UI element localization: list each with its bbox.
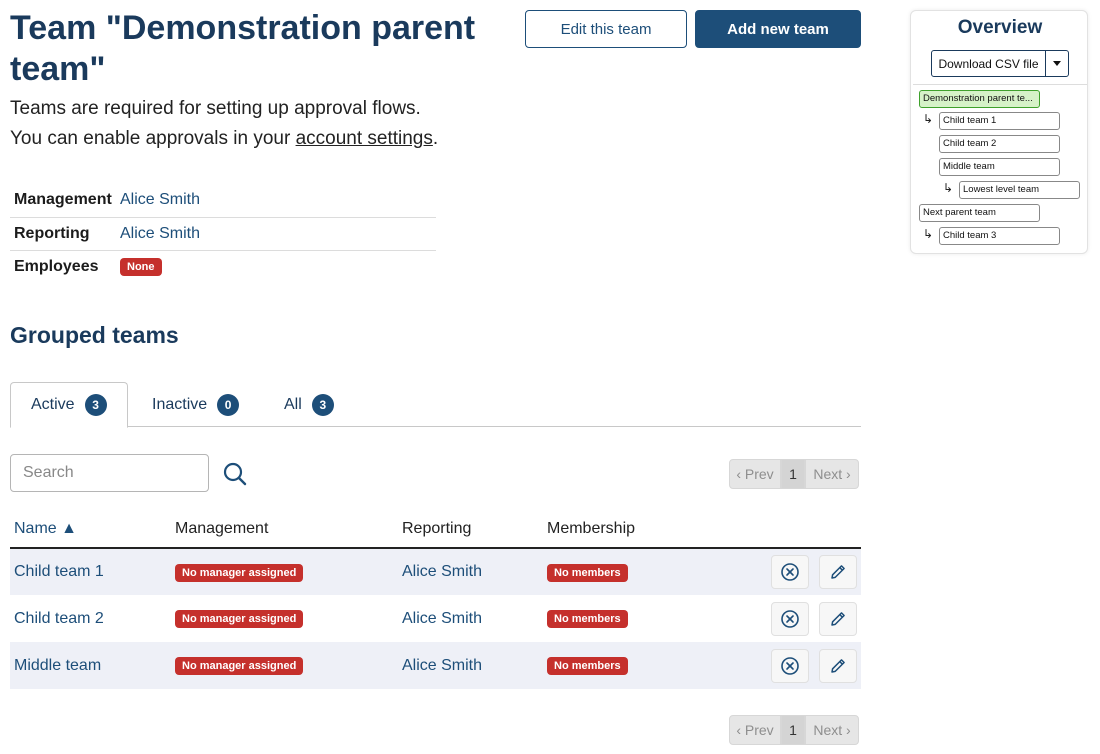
circle-x-icon <box>780 562 800 582</box>
employees-badge: None <box>120 258 162 276</box>
tab-active[interactable] <box>10 382 128 428</box>
employees-row <box>10 250 436 283</box>
next-page-button[interactable]: Next › <box>805 459 859 489</box>
row-management-cell <box>171 595 398 642</box>
tab-active-count: 3 <box>85 394 107 416</box>
row-membership-cell <box>543 642 743 689</box>
pencil-icon <box>828 562 848 582</box>
table-row <box>10 642 861 689</box>
tab-inactive-count: 0 <box>217 394 239 416</box>
row-actions-cell <box>743 642 861 689</box>
row-membership-cell <box>543 595 743 642</box>
management-badge: No manager assigned <box>175 610 303 628</box>
row-actions <box>747 649 861 683</box>
tree-node-child-1[interactable]: Child team 1 <box>939 112 1060 130</box>
overview-title: Overview <box>957 17 1043 38</box>
reporting-value-cell <box>120 217 436 250</box>
actions-column-header <box>743 510 861 548</box>
management-link[interactable]: Alice Smith <box>120 191 201 209</box>
management-value-cell <box>120 184 436 217</box>
reporting-row <box>10 217 436 250</box>
row-actions-cell <box>743 595 861 642</box>
row-membership-cell <box>543 548 743 595</box>
row-actions <box>747 555 861 589</box>
team-name-link[interactable]: Middle team <box>14 656 102 674</box>
table-row <box>10 595 861 642</box>
tree-node-middle[interactable]: Middle team <box>939 158 1060 176</box>
tree-branch-icon: ↳ <box>923 227 934 241</box>
name-column-label: Name <box>14 519 57 537</box>
team-name-link[interactable]: Child team 1 <box>14 563 104 580</box>
tree-branch-icon: ↳ <box>923 112 934 126</box>
membership-badge: No members <box>547 657 628 675</box>
prev-page-button[interactable]: ‹ Prev <box>729 459 781 489</box>
pencil-icon <box>828 609 848 629</box>
table-header-row <box>10 510 861 548</box>
reporting-link[interactable]: Alice Smith <box>402 609 483 627</box>
deactivate-button[interactable] <box>771 649 809 683</box>
intro-text <box>10 94 438 154</box>
tree-node-current[interactable]: Demonstration parent te... <box>919 90 1040 108</box>
download-csv-label[interactable]: Download CSV file <box>932 51 1046 76</box>
edit-row-button[interactable] <box>819 555 857 589</box>
page-number-button[interactable]: 1 <box>781 459 805 489</box>
row-name-cell <box>10 595 171 642</box>
sort-up-icon: ▲ <box>61 519 77 537</box>
tree-node-child-3[interactable]: Child team 3 <box>939 227 1060 245</box>
reporting-link[interactable]: Alice Smith <box>120 224 201 242</box>
membership-badge: No members <box>547 564 628 582</box>
deactivate-button[interactable] <box>771 555 809 589</box>
caret-down-icon[interactable] <box>1046 51 1068 76</box>
page-number-button[interactable]: 1 <box>781 715 805 745</box>
tree-node-child-2[interactable]: Child team 2 <box>939 135 1060 153</box>
add-team-button[interactable]: Add new team <box>695 10 861 48</box>
row-name-cell <box>10 642 171 689</box>
page-title: Team "Demonstration parent team" <box>10 9 476 88</box>
management-row <box>10 184 436 217</box>
reporting-label: Reporting <box>10 217 120 250</box>
download-csv-button[interactable] <box>931 50 1069 77</box>
overview-divider <box>913 84 1087 85</box>
next-page-button[interactable]: Next › <box>805 715 859 745</box>
search-icon[interactable] <box>222 461 248 487</box>
pagination-bottom <box>729 715 859 745</box>
reporting-link[interactable]: Alice Smith <box>402 656 483 674</box>
prev-page-button[interactable]: ‹ Prev <box>729 715 781 745</box>
circle-x-icon <box>780 609 800 629</box>
team-name-link[interactable]: Child team 2 <box>14 609 104 627</box>
tab-all-count: 3 <box>312 394 334 416</box>
row-actions-cell <box>743 548 861 595</box>
management-column-header: Management <box>171 510 398 548</box>
employees-label: Employees <box>14 257 99 275</box>
tree-branch-icon: ↳ <box>943 181 954 195</box>
grouped-teams-title: Grouped teams <box>10 322 179 348</box>
tab-inactive[interactable] <box>132 382 259 427</box>
search-input[interactable] <box>10 454 209 492</box>
edit-row-button[interactable] <box>819 602 857 636</box>
deactivate-button[interactable] <box>771 602 809 636</box>
tree-node-next-parent[interactable]: Next parent team <box>919 204 1040 222</box>
management-badge: No manager assigned <box>175 564 303 582</box>
row-reporting-cell <box>398 548 543 595</box>
row-management-cell <box>171 642 398 689</box>
intro-line-2-prefix: You can enable approvals in your <box>10 128 296 149</box>
management-badge: No manager assigned <box>175 657 303 675</box>
table-row <box>10 548 861 595</box>
row-name-cell <box>10 548 171 595</box>
tab-active-label: Active <box>31 396 75 413</box>
teams-table <box>10 510 861 689</box>
status-tabs <box>10 382 861 427</box>
tab-inactive-label: Inactive <box>152 395 208 413</box>
reporting-link[interactable]: Alice Smith <box>402 563 483 580</box>
edit-team-button[interactable]: Edit this team <box>525 10 687 48</box>
tab-all-label: All <box>284 395 302 413</box>
team-details <box>10 184 436 283</box>
pagination-top <box>729 459 859 489</box>
membership-badge: No members <box>547 610 628 628</box>
tab-all[interactable] <box>264 382 354 427</box>
circle-x-icon <box>780 656 800 676</box>
management-label: Management <box>10 184 120 217</box>
row-reporting-cell <box>398 642 543 689</box>
row-reporting-cell <box>398 595 543 642</box>
pencil-icon <box>828 656 848 676</box>
intro-line-2 <box>10 124 438 154</box>
membership-column-header: Membership <box>543 510 743 548</box>
intro-line-2-suffix: . <box>432 128 439 149</box>
row-management-cell <box>171 548 398 595</box>
employees-value-cell <box>120 250 436 283</box>
reporting-column-header: Reporting <box>398 510 543 548</box>
edit-row-button[interactable] <box>819 649 857 683</box>
intro-line-1: Teams are required for setting up approval flows. <box>10 98 421 119</box>
account-settings-link[interactable]: account settings <box>295 128 433 149</box>
tree-node-lowest[interactable]: Lowest level team <box>959 181 1080 199</box>
name-column-header[interactable] <box>10 510 171 548</box>
row-actions <box>747 602 861 636</box>
overview-panel <box>910 10 1088 254</box>
